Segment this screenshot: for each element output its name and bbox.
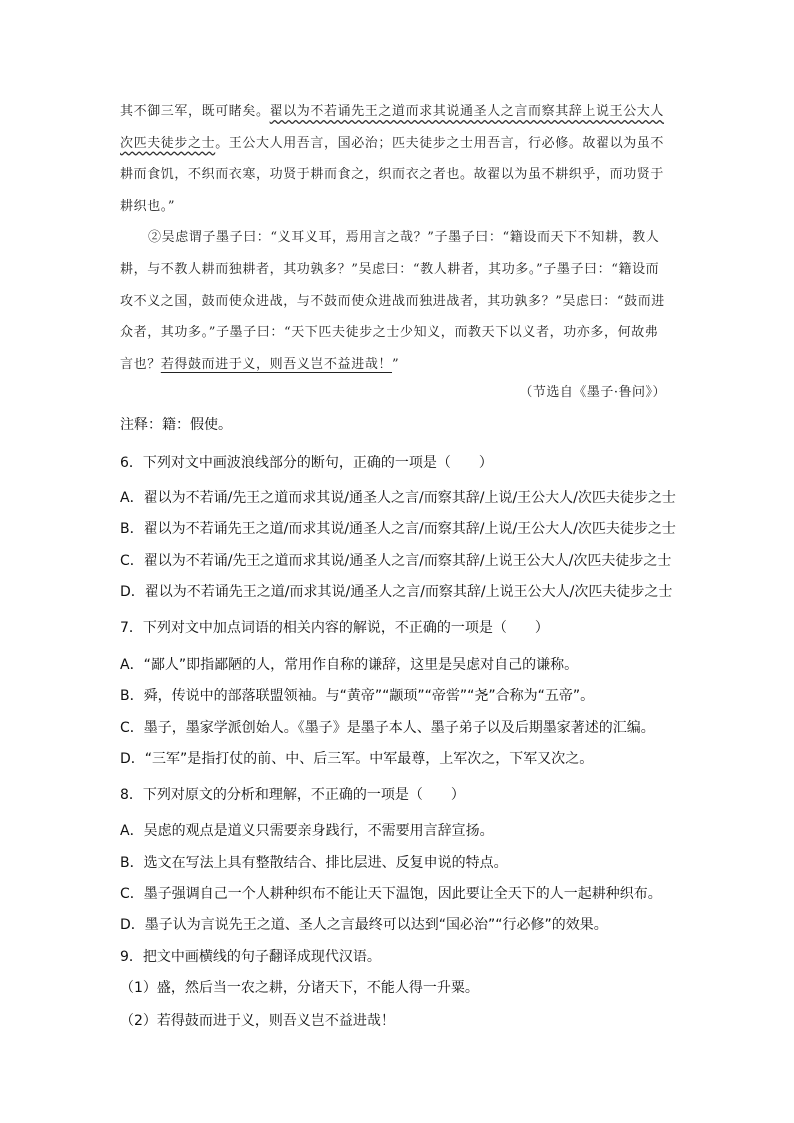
wavy-underlined-text: 次匹夫徒步之士 [120, 135, 216, 151]
question-6-stem: 6．下列对文中画波浪线部分的断句，正确的一项是（ ） [120, 455, 493, 471]
passage-line [120, 349, 676, 381]
question-7-stem: 7．下列对文中加点词语的相关内容的解说，不正确的一项是（ ） [120, 620, 549, 636]
passage-line: ②吴虑谓子墨子曰：“义耳义耳，焉用言之哉？”子墨子曰：“籍设而天下不知耕，教人 [148, 230, 660, 246]
question-8-option-c: C．墨子强调自己一个人耕种织布不能让天下温饱，因此要让全天下的人一起耕种织布。 [120, 886, 662, 902]
passage-paragraph-1 [120, 96, 676, 222]
question-8-stem: 8．下列对原文的分析和理解，不正确的一项是（ ） [120, 787, 465, 803]
passage-line: 攻不义之国，鼓而使众进战，与不鼓而使众进战而独进战者，其功孰多？”吴虑曰：“鼓而进 [120, 293, 665, 309]
annotation-note: 注释：籍：假使。 [120, 417, 232, 433]
question-7-option-c: C．墨子，墨家学派创始人。《墨子》是墨子本人、墨子弟子以及后期墨家著述的汇编。 [120, 720, 655, 736]
question-7-option-b: B．舜，传说中的部落联盟领袖。与“黄帝”“颛顼”“帝喾”“尧”合称为“五帝”。 [120, 688, 595, 704]
passage-line [120, 96, 676, 128]
question-9-stem: 9．把文中画横线的句子翻译成现代汉语。 [120, 949, 381, 965]
wavy-underlined-text: 翟以为不若诵先王之道而求其说通圣人之言而察其辞上说王公大人 [269, 104, 665, 119]
passage-source: （节选自《墨子·鲁问》） [519, 385, 666, 400]
question-6-option-a: A．翟以为不若诵/先王之道而求其说/通圣人之言/而察其辞/上说/王公大人/次匹夫徒步之士 [120, 490, 676, 506]
question-7-option-a: A．“鄙人”即指鄙陋的人，常用作自称的谦辞，这里是吴虑对自己的谦称。 [120, 657, 579, 673]
question-8-option-b: B．选文在写法上具有整散结合、排比层进、反复申说的特点。 [120, 855, 508, 871]
question-8-option-d: D．墨子认为言说先王之道、圣人之言最终可以达到“国必治”“行必修”的效果。 [120, 917, 608, 933]
passage-line: 耕而食饥，不织而衣寒，功贤于耕而食之，织而衣之者也。故翟以为虽不耕织乎，而功贤于 [120, 167, 665, 183]
passage-paragraph-2 [120, 222, 676, 380]
passage-text: ” [392, 356, 400, 372]
question-9-item-1: （1）盛，然后当一农之耕，分诸天下，不能人得一升粟。 [120, 980, 479, 996]
passage-text: 言也？ [120, 356, 161, 372]
passage-line: 众者，其功多。”子墨子曰：“天下匹夫徒步之士少知义，而教天下以义者，功亦多，何故弗 [120, 325, 659, 341]
passage-text: 其不御三军，既可睹矣。 [120, 104, 270, 119]
question-6-option-d: D．翟以为不若诵先王之道/而求其说/通圣人之言/而察其辞/上说王公大人/次匹夫徒步之士 [120, 584, 673, 600]
question-6-option-b: B．翟以为不若诵先王之道/而求其说/通圣人之言/而察其辞/上说/王公大人/次匹夫徒步之士 [120, 521, 676, 537]
passage-text: 。王公大人用吾言，国必治；匹夫徒步之士用吾言，行必修。故翟以为虽不 [215, 135, 665, 151]
question-8-option-a: A．吴虑的观点是道义只需要亲身践行，不需要用言辞宣扬。 [120, 823, 494, 839]
underlined-sentence: 若得鼓而进于义，则吾义岂不益进哉！ [160, 356, 393, 372]
passage-line: 耕，与不教人耕而独耕者，其功孰多？”吴虑曰：“教人耕者，其功多。”子墨子曰：“籍设而 [120, 261, 660, 277]
question-9-item-2: （2）若得鼓而进于义，则吾义岂不益进哉！ [120, 1013, 395, 1029]
passage-line [120, 128, 676, 160]
question-6-option-c: C．翟以为不若诵/先王之道而求其说/通圣人之言/而察其辞/上说王公大人/次匹夫徒步之士 [120, 553, 672, 569]
question-7-option-d: D．“三军”是指打仗的前、中、后三军。中军最尊，上军次之，下军又次之。 [120, 751, 594, 767]
passage-line: 耕织也。” [120, 198, 176, 214]
